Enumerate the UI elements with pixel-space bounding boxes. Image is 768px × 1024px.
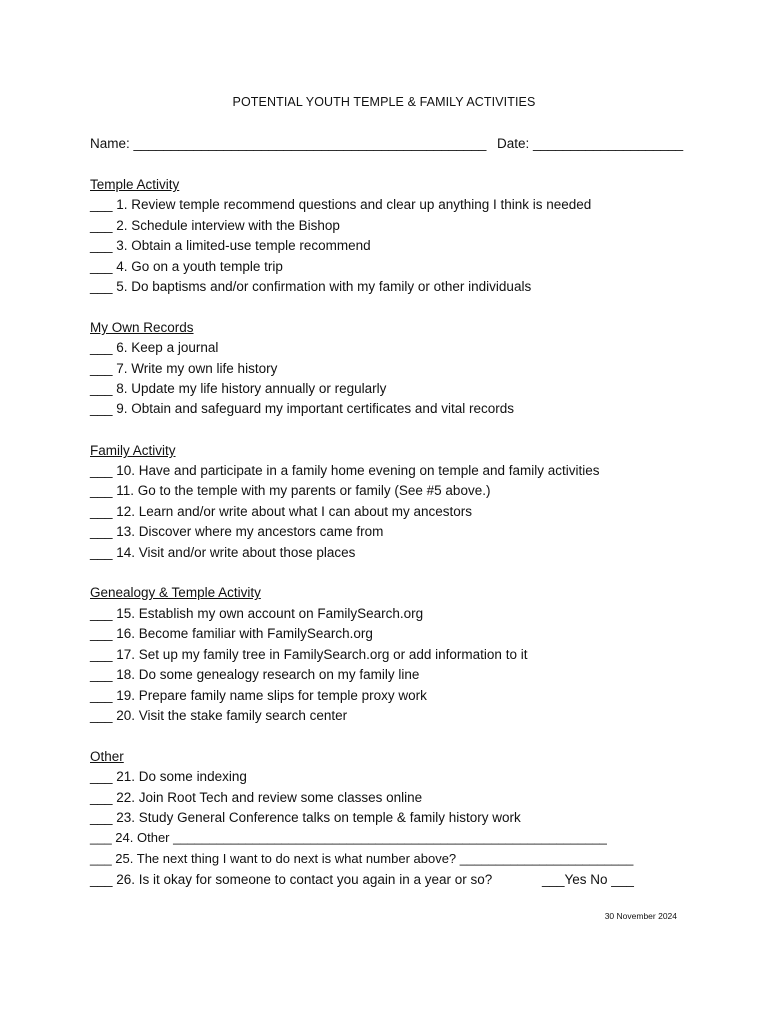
date-field[interactable] xyxy=(497,136,697,152)
section-heading-my-own-records: My Own Records xyxy=(90,320,194,335)
checklist-item[interactable]: ___ 7. Write my own life history xyxy=(90,361,278,376)
checklist-item[interactable]: ___ 8. Update my life history annually or regularly xyxy=(90,381,387,396)
section-heading-family-activity: Family Activity xyxy=(90,443,176,458)
checklist-item[interactable]: ___ 13. Discover where my ancestors came from xyxy=(90,524,384,539)
checklist-item[interactable]: ___ 20. Visit the stake family search center xyxy=(90,708,348,723)
checklist-item[interactable]: ___ 21. Do some indexing xyxy=(90,769,247,784)
checklist-item[interactable]: ___ 19. Prepare family name slips for temple proxy work xyxy=(90,688,427,703)
footer-date: 30 November 2024 xyxy=(604,911,677,921)
checklist-item[interactable]: ___ 2. Schedule interview with the Bishop xyxy=(90,218,340,233)
checklist-item[interactable]: ___ 17. Set up my family tree in FamilySearch.org or add information to it xyxy=(90,647,528,662)
checklist-item[interactable]: ___ 1. Review temple recommend questions and clear up anything I think is needed xyxy=(90,197,592,212)
checklist-item-next-number[interactable]: ___ 25. The next thing I want to do next is what number above? ________________________ xyxy=(90,851,634,866)
checklist-item[interactable]: ___ 12. Learn and/or write about what I can about my ancestors xyxy=(90,504,472,519)
checklist-item[interactable]: ___ 3. Obtain a limited-use temple recommend xyxy=(90,238,371,253)
checklist-item[interactable]: ___ 4. Go on a youth temple trip xyxy=(90,259,283,274)
checklist-item[interactable]: ___ 6. Keep a journal xyxy=(90,340,219,355)
checklist-item[interactable]: ___ 23. Study General Conference talks on temple & family history work xyxy=(90,810,521,825)
checklist-item[interactable]: ___ 16. Become familiar with FamilySearch.org xyxy=(90,626,373,641)
checklist-item[interactable]: ___ 22. Join Root Tech and review some classes online xyxy=(90,790,423,805)
checklist-item[interactable]: ___ 10. Have and participate in a family home evening on temple and family activities xyxy=(90,463,600,478)
section-heading-temple-activity: Temple Activity xyxy=(90,177,180,192)
checklist-item[interactable]: ___ 15. Establish my own account on FamilySearch.org xyxy=(90,606,424,621)
yes-no-answer[interactable]: ___Yes No ___ xyxy=(542,872,634,887)
checklist-item[interactable]: ___ 9. Obtain and safeguard my important certificates and vital records xyxy=(90,401,514,416)
page-title: POTENTIAL YOUTH TEMPLE & FAMILY ACTIVITIES xyxy=(232,95,536,109)
section-heading-genealogy-temple-activity: Genealogy & Temple Activity xyxy=(90,585,261,600)
checklist-item[interactable]: ___ 11. Go to the temple with my parents or family (See #5 above.) xyxy=(90,483,491,498)
date-line: Date: ____________________ xyxy=(497,136,684,151)
name-line: Name: _______________________________________________ xyxy=(90,136,487,151)
checklist-item[interactable]: ___ 5. Do baptisms and/or confirmation with my family or other individuals xyxy=(90,279,532,294)
checklist-item-contact-question[interactable]: ___ 26. Is it okay for someone to contact you again in a year or so? xyxy=(90,872,493,887)
checklist-item[interactable]: ___ 14. Visit and/or write about those places xyxy=(90,545,356,560)
checklist-item-other[interactable]: ___ 24. Other ____________________________________________________________ xyxy=(90,830,607,845)
checklist-item[interactable]: ___ 18. Do some genealogy research on my family line xyxy=(90,667,420,682)
section-heading-other: Other xyxy=(90,749,124,764)
